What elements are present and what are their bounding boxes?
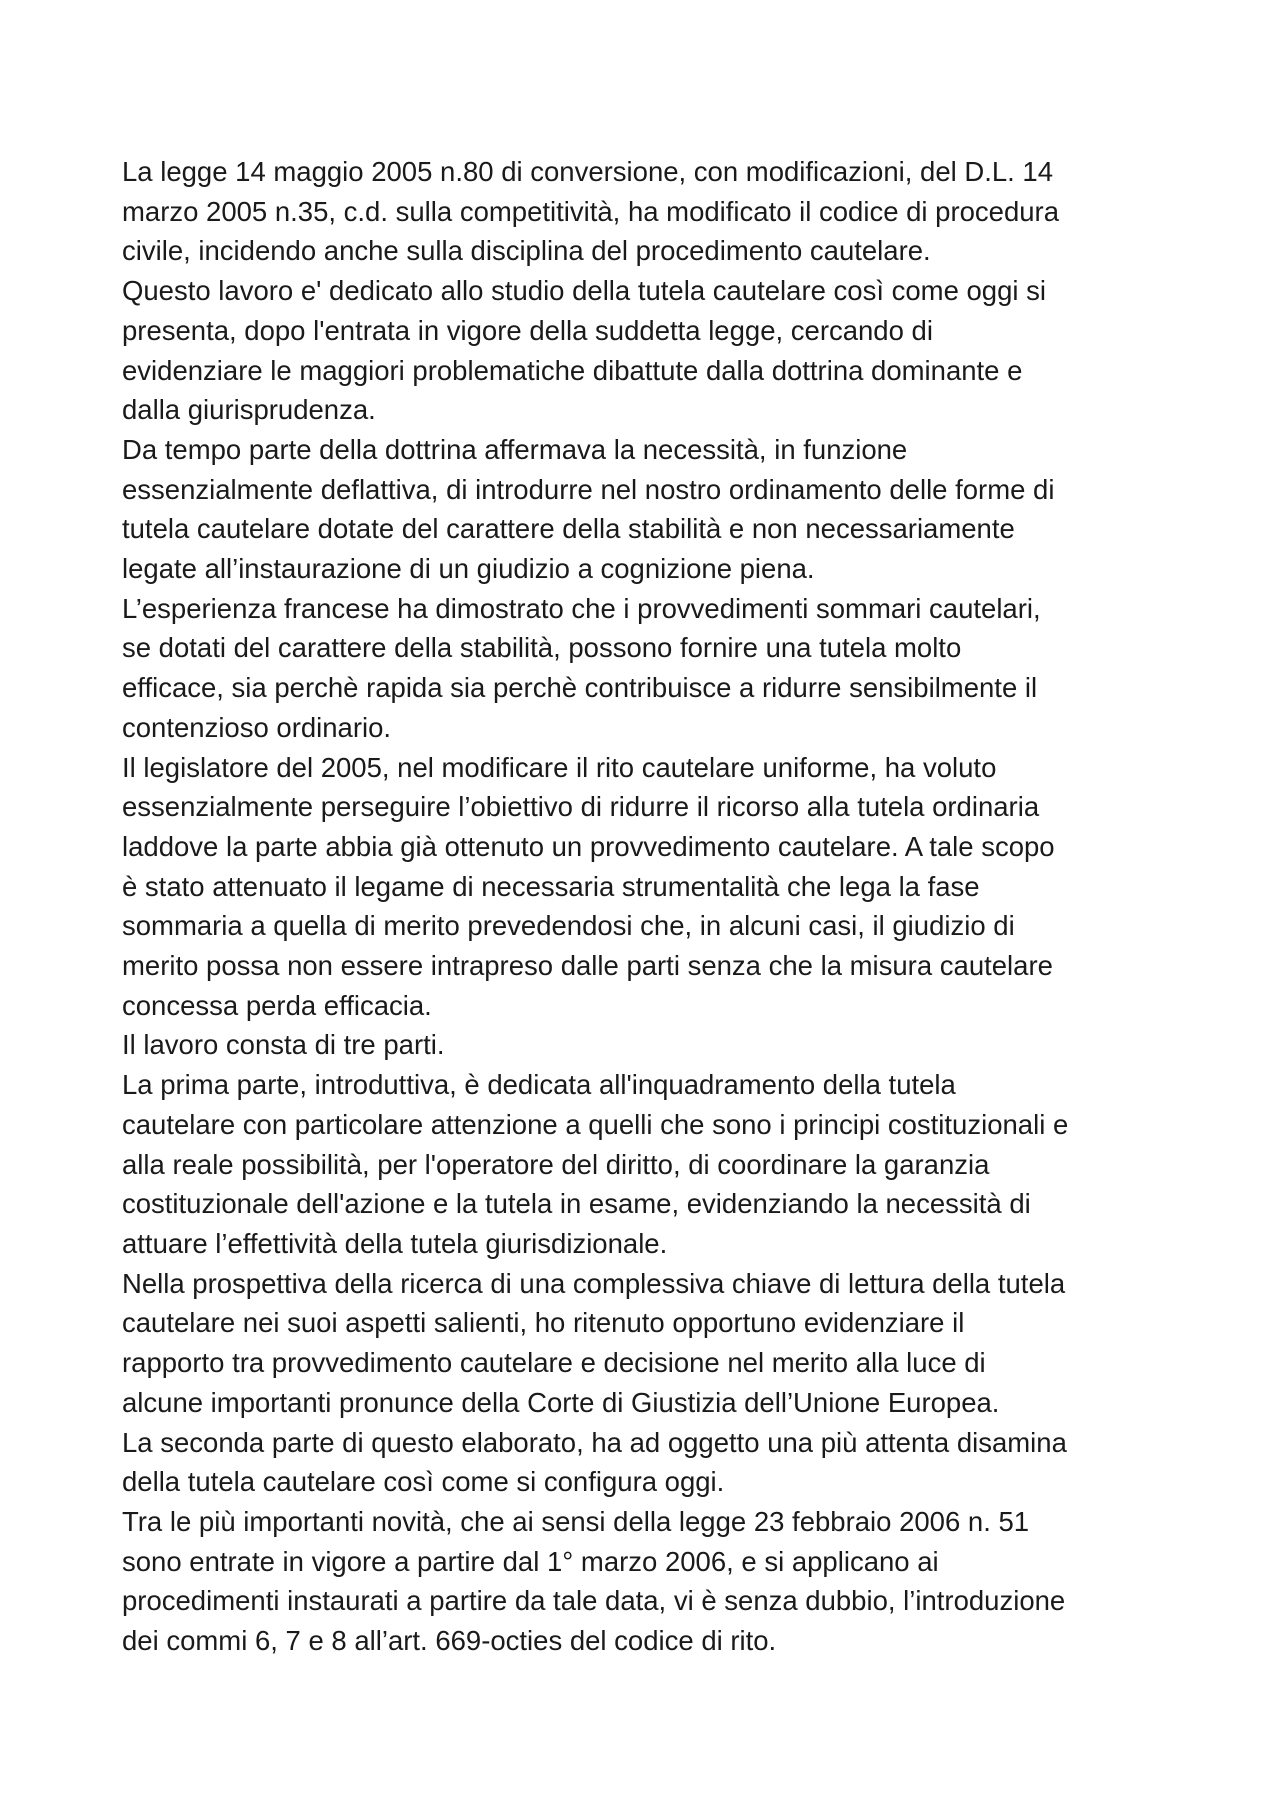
text-line: rapporto tra provvedimento cautelare e decisione nel merito alla luce di [122,1347,986,1379]
text-line: costituzionale dell'azione e la tutela in esame, evidenziando la necessità di [122,1188,1031,1220]
text-line: civile, incidendo anche sulla disciplina del procedimento cautelare. [122,235,931,267]
text-line: presenta, dopo l'entrata in vigore della suddetta legge, cercando di [122,314,933,346]
text-line: cautelare nei suoi aspetti salienti, ho ritenuto opportuno evidenziare il [122,1307,965,1339]
text-line: La legge 14 maggio 2005 n.80 di conversione, con modificazioni, del D.L. 14 [122,156,1054,187]
text-line: se dotati del carattere della stabilità, possono fornire una tutela molto [122,632,962,664]
text-line: della tutela cautelare così come si configura oggi. [122,1466,725,1498]
text-line: attuare l’effettività della tutela giurisdizionale. [122,1227,668,1259]
text-line: merito possa non essere intrapreso dalle parti senza che la misura cautelare [122,950,1053,982]
text-line: sommaria a quella di merito prevedendosi che, in alcuni casi, il giudizio di [122,910,1015,942]
text-line: alcune importanti pronunce della Corte di Giustizia dell’Unione Europea. [122,1386,1000,1418]
text-line: alla reale possibilità, per l'operatore del diritto, di coordinare la garanzia [122,1148,990,1180]
text-line: Il lavoro consta di tre parti. [122,1029,445,1061]
text-line: tutela cautelare dotate del carattere della stabilità e non necessariamente [122,513,1015,545]
text-line: Da tempo parte della dottrina affermava la necessità, in funzione [122,433,908,465]
text-line: sono entrate in vigore a partire dal 1° marzo 2006, e si applicano ai [122,1545,939,1577]
text-line: Tra le più importanti novità, che ai sensi della legge 23 febbraio 2006 n. 51 [122,1505,1030,1537]
text-line: essenzialmente deflattiva, di introdurre nel nostro ordinamento delle forme di [122,473,1055,505]
text-line: marzo 2005 n.35, c.d. sulla competitività, ha modificato il codice di procedura [122,195,1060,227]
text-line: Questo lavoro e' dedicato allo studio della tutela cautelare così come oggi si [122,275,1046,307]
text-line: procedimenti instaurati a partire da tale data, vi è senza dubbio, l’introduzione [122,1585,1066,1617]
text-line: dei commi 6, 7 e 8 all’art. 669-octies del codice di rito. [122,1625,777,1657]
text-line: concessa perda efficacia. [122,989,432,1021]
text-line: evidenziare le maggiori problematiche dibattute dalla dottrina dominante e [122,354,1023,386]
text-line: è stato attenuato il legame di necessaria strumentalità che lega la fase [122,870,980,902]
text-line: essenzialmente perseguire l’obiettivo di ridurre il ricorso alla tutela ordinaria [122,791,1040,823]
text-line: La prima parte, introduttiva, è dedicata all'inquadramento della tutela [122,1069,956,1101]
document-body [122,152,1182,1661]
text-line: cautelare con particolare attenzione a quelli che sono i principi costituzionali e [122,1108,1069,1140]
text-line: dalla giurisprudenza. [122,394,376,426]
text-line: legate all’instaurazione di un giudizio a cognizione piena. [122,553,815,585]
text-line: La seconda parte di questo elaborato, ha ad oggetto una più attenta disamina [122,1426,1067,1458]
text-line: efficace, sia perchè rapida sia perchè contribuisce a ridurre sensibilmente il [122,672,1038,704]
text-line: Nella prospettiva della ricerca di una complessiva chiave di lettura della tutela [122,1267,1066,1299]
text-line: Il legislatore del 2005, nel modificare il rito cautelare uniforme, ha voluto [122,751,997,783]
text-line: contenzioso ordinario. [122,711,392,743]
text-line: L’esperienza francese ha dimostrato che i provvedimenti sommari cautelari, [122,592,1041,624]
text-line: laddove la parte abbia già ottenuto un provvedimento cautelare. A tale scopo [122,830,1055,862]
